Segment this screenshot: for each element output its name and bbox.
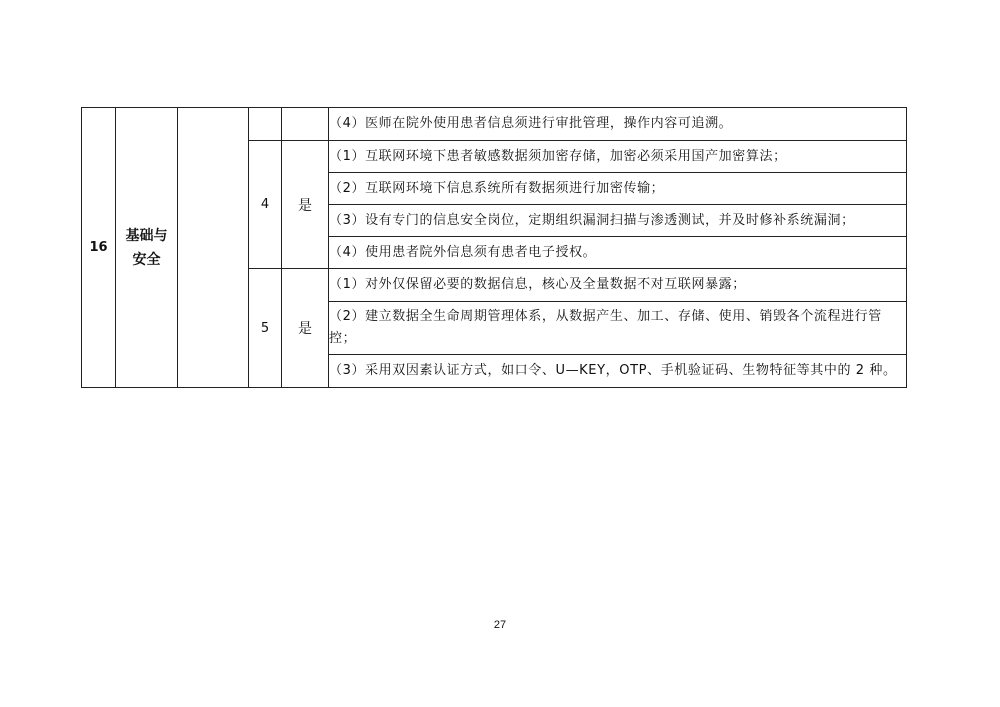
table-row — [82, 108, 907, 141]
blank-cell — [178, 108, 249, 388]
category-label-line1: 基础与 — [125, 227, 168, 244]
requirement-cell: （1）对外仅保留必要的数据信息，核心及全量数据不对互联网暴露； — [329, 269, 907, 302]
page-number: 27 — [493, 619, 507, 631]
item-number-cell: 16 — [82, 108, 116, 388]
requirement-cell: （3）设有专门的信息安全岗位，定期组织漏洞扫描与渗透测试，并及时修补系统漏洞； — [329, 205, 907, 237]
answer-cell: 是 — [282, 269, 329, 388]
level-cell — [249, 108, 282, 141]
answer-cell — [282, 108, 329, 141]
requirement-cell: （1）互联网环境下患者敏感数据须加密存储，加密必须采用国产加密算法； — [329, 141, 907, 173]
requirements-table — [81, 107, 907, 388]
level-cell: 4 — [249, 141, 282, 269]
requirement-cell: （4）使用患者院外信息须有患者电子授权。 — [329, 237, 907, 269]
requirement-cell: （4）医师在院外使用患者信息须进行审批管理，操作内容可追溯。 — [329, 108, 907, 141]
requirement-cell: （2）建立数据全生命周期管理体系，从数据产生、加工、存储、使用、销毁各个流程进行管控； — [329, 302, 907, 355]
level-cell: 5 — [249, 269, 282, 388]
answer-cell: 是 — [282, 141, 329, 269]
requirement-cell: （2）互联网环境下信息系统所有数据须进行加密传输； — [329, 173, 907, 205]
requirement-cell: （3）采用双因素认证方式，如口令、U—KEY，OTP、手机验证码、生物特征等其中的 2 种。 — [329, 355, 907, 388]
category-cell — [116, 108, 178, 388]
category-label-line2: 安全 — [132, 251, 161, 268]
